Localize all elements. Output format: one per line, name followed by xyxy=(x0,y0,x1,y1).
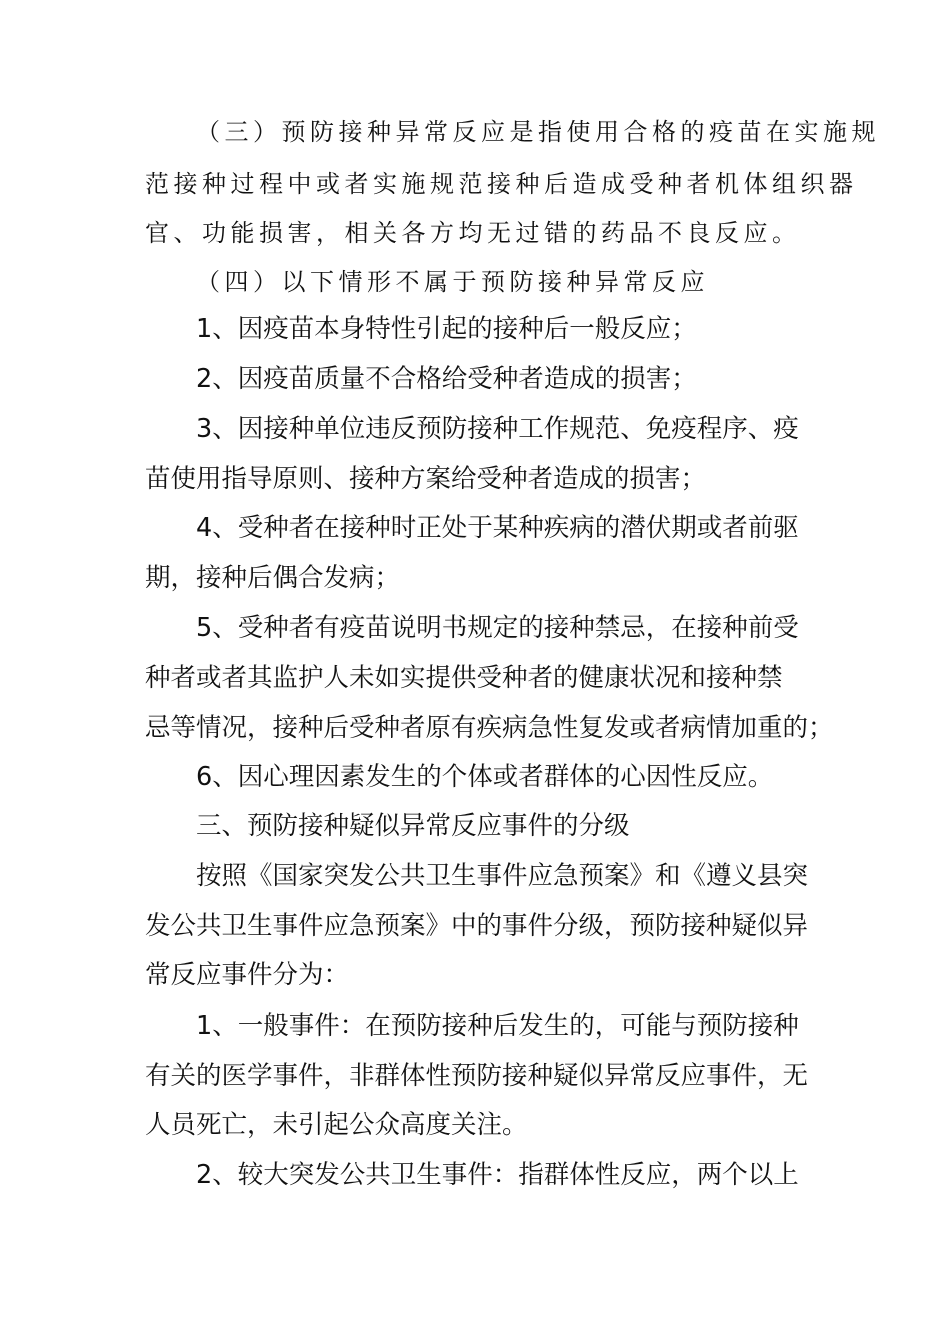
paragraph-line-1: （三）预防接种异常反应是指使用合格的疫苗在实施规 xyxy=(196,118,880,146)
paragraph-line-2: 范接种过程中或者实施规范接种后造成受种者机体组织器 xyxy=(145,170,858,198)
paragraph-line-22: 2、较大突发公共卫生事件：指群体性反应，两个以上 xyxy=(196,1160,799,1190)
paragraph-line-6: 2、因疫苗质量不合格给受种者造成的损害； xyxy=(196,364,697,394)
paragraph-line-18: 常反应事件分为： xyxy=(145,960,350,990)
paragraph-line-17: 发公共卫生事件应急预案》中的事件分级，预防接种疑似异 xyxy=(145,911,809,941)
paragraph-line-21: 人员死亡，未引起公众高度关注。 xyxy=(145,1110,528,1140)
paragraph-line-8: 苗使用指导原则、接种方案给受种者造成的损害； xyxy=(145,464,707,494)
paragraph-line-20: 有关的医学事件，非群体性预防接种疑似异常反应事件，无 xyxy=(145,1061,809,1091)
paragraph-line-3: 官、功能损害，相关各方均无过错的药品不良反应。 xyxy=(145,219,801,247)
paragraph-line-10: 期，接种后偶合发病； xyxy=(145,563,401,593)
paragraph-line-5: 1、因疫苗本身特性引起的接种后一般反应； xyxy=(196,314,697,344)
paragraph-line-7: 3、因接种单位违反预防接种工作规范、免疫程序、疫 xyxy=(196,414,799,444)
paragraph-line-12: 种者或者其监护人未如实提供受种者的健康状况和接种禁 xyxy=(145,663,783,693)
paragraph-line-16: 按照《国家突发公共卫生事件应急预案》和《遵义县突 xyxy=(196,861,809,891)
paragraph-line-13: 忌等情况，接种后受种者原有疾病急性复发或者病情加重的； xyxy=(145,713,834,743)
paragraph-line-11: 5、受种者有疫苗说明书规定的接种禁忌，在接种前受 xyxy=(196,613,799,643)
paragraph-line-4: （四）以下情形不属于预防接种异常反应 xyxy=(196,268,709,296)
section-heading: 三、预防接种疑似异常反应事件的分级 xyxy=(196,811,630,841)
paragraph-line-19: 1、一般事件：在预防接种后发生的，可能与预防接种 xyxy=(196,1011,799,1041)
paragraph-line-14: 6、因心理因素发生的个体或者群体的心因性反应。 xyxy=(196,762,774,792)
paragraph-line-9: 4、受种者在接种时正处于某种疾病的潜伏期或者前驱 xyxy=(196,513,799,543)
